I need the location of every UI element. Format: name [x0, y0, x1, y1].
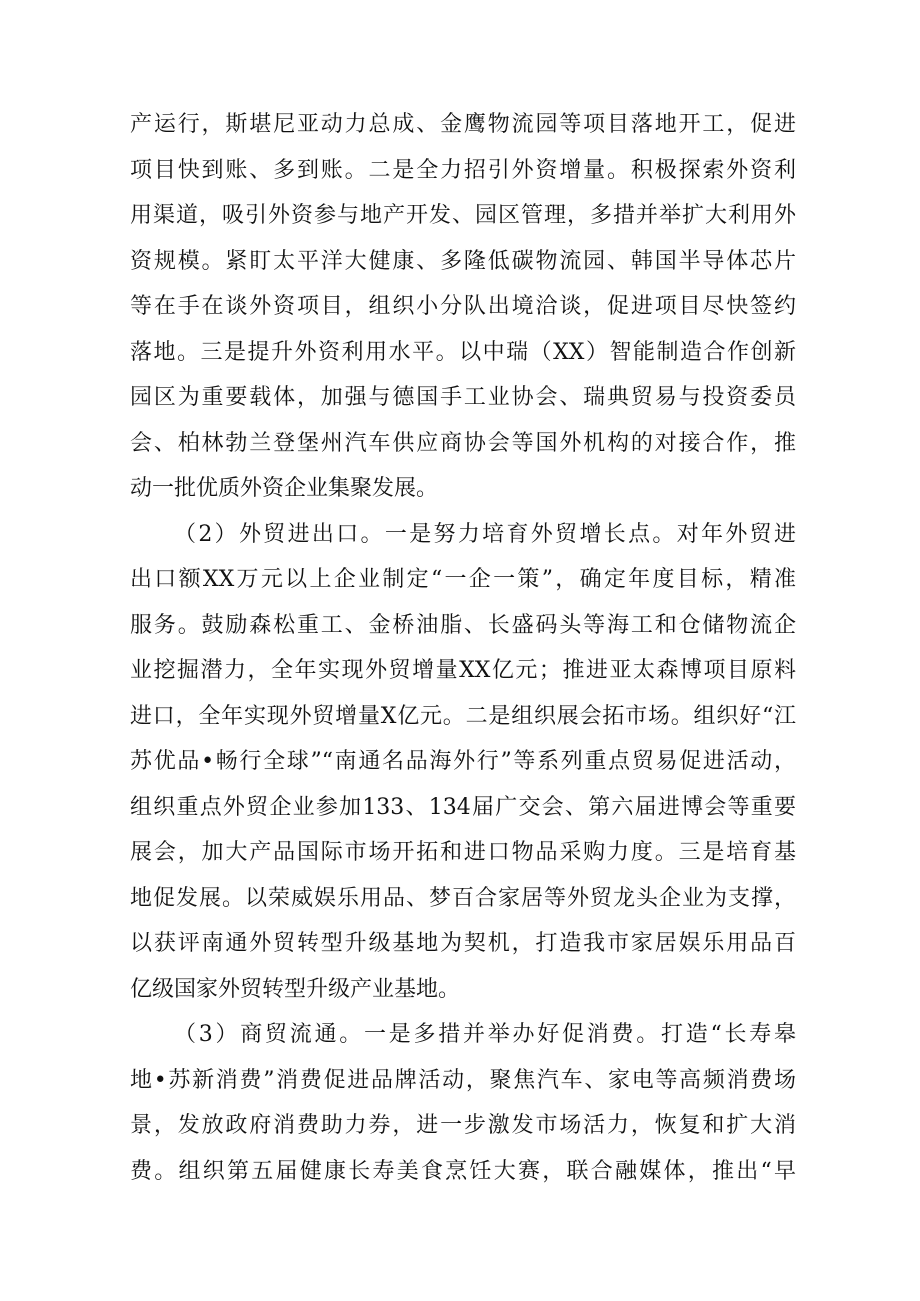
- text-line: 展会，加大产品国际市场开拓和进口物品采购力度。三是培育基: [130, 840, 796, 865]
- text-line: 资规模。紧盯太平洋大健康、多隆低碳物流园、韩国半导体芯片: [130, 248, 796, 274]
- text-line: （2）外贸进出口。一是努力培育外贸增长点。对年外贸进: [174, 521, 796, 547]
- text-line: 业挖掘潜力，全年实现外贸增量XX亿元；推进亚太森博项目原料: [130, 658, 796, 683]
- text-line: 进口，全年实现外贸增量X亿元。二是组织展会拓市场。组织好“江: [130, 703, 796, 729]
- paragraph-foreign-trade: [130, 512, 796, 1013]
- text-line: 落地。三是提升外资利用水平。以中瑞（XX）智能制造合作创新: [130, 339, 796, 365]
- text-line: 用渠道，吸引外资参与地产开发、园区管理，多措并举扩大利用外: [130, 203, 796, 228]
- body-text: [130, 102, 796, 1194]
- text-line: 亿级国家外贸转型升级产业基地。: [130, 976, 461, 1002]
- text-line: 地促发展。以荣威娱乐用品、梦百合家居等外贸龙头企业为支撑，: [130, 885, 796, 911]
- text-line: 会、柏林勃兰登堡州汽车供应商协会等国外机构的对接合作，推: [130, 430, 796, 456]
- text-line: 景，发放政府消费助力券，进一步激发市场活力，恢复和扩大消: [130, 1113, 796, 1138]
- text-line: 产运行，斯堪尼亚动力总成、金鹰物流园等项目落地开工，促进: [130, 112, 796, 137]
- text-line: 服务。鼓励森松重工、金桥油脂、长盛码头等海工和仓储物流企: [130, 612, 796, 638]
- text-line: 园区为重要载体，加强与德国手工业协会、瑞典贸易与投资委员: [130, 385, 796, 410]
- text-line: 地•苏新消费”消费促进品牌活动，聚焦汽车、家电等高频消费场: [130, 1067, 796, 1093]
- text-line: 苏优品•畅行全球”“南通名品海外行”等系列重点贸易促进活动，: [130, 749, 796, 774]
- text-line: 费。组织第五届健康长寿美食烹饪大赛，联合融媒体，推出“早: [130, 1158, 796, 1184]
- text-line: 出口额XX万元以上企业制定“一企一策”，确定年度目标，精准: [130, 567, 796, 592]
- paragraph-commerce-circulation: [130, 1012, 796, 1194]
- text-line: 等在手在谈外资项目，组织小分队出境洽谈，促进项目尽快签约: [130, 294, 796, 319]
- text-line: 组织重点外贸企业参加133、134届广交会、第六届进博会等重要: [130, 794, 796, 820]
- text-line: 项目快到账、多到账。二是全力招引外资增量。积极探索外资利: [130, 157, 796, 183]
- text-line: （3）商贸流通。一是多措并举办好促消费。打造“长寿皋: [174, 1022, 796, 1047]
- text-line: 动一批优质外资企业集聚发展。: [130, 476, 439, 501]
- text-line: 以获评南通外贸转型升级基地为契机，打造我市家居娱乐用品百: [130, 931, 796, 956]
- paragraph-foreign-investment-end: [130, 102, 796, 512]
